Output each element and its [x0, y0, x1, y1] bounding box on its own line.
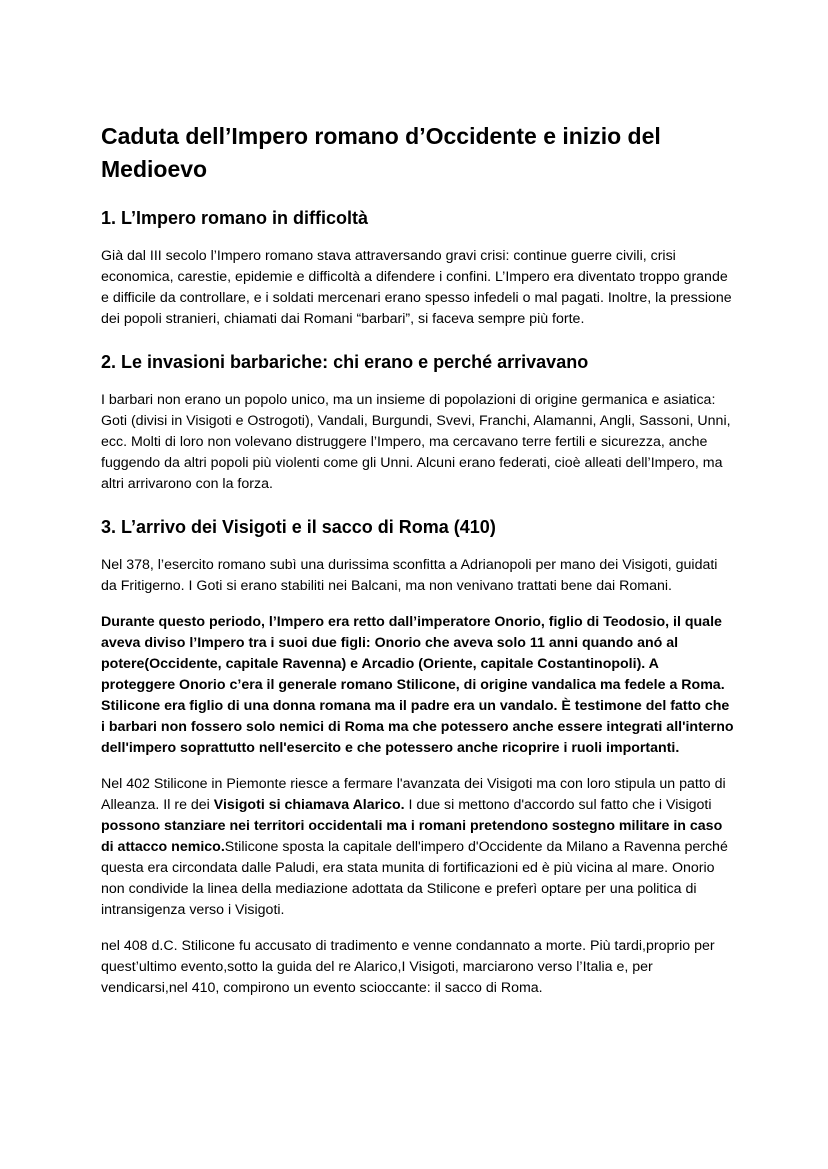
document-title: Caduta dell’Impero romano d’Occidente e inizio del Medioevo: [101, 123, 661, 182]
document-page: [101, 120, 736, 1019]
text-run: Stilicone sposta la capitale dell'impero d'Occidente da Milano a Ravenna perché questa era circondata dalle Paludi, era stata munita di fortificazioni ed è più vicina al mare. Onorio non condivide la linea della mediazione adottata da Stilicone e preferì optare per una politica di intransigenza verso i Visigoti.: [101, 839, 728, 918]
section-1: [101, 206, 736, 330]
bold-run: possono stanziare nei territori occidentali ma i romani pretendono sostegno militare in caso di attacco nemico.: [101, 818, 723, 855]
paragraph: Nel 378, l’esercito romano subì una durissima sconfitta a Adrianopoli per mano dei Visigoti, guidati da Fritigerno. I Goti si erano stabiliti nei Balcani, ma non venivano trattati bene dai Romani.: [101, 557, 718, 594]
section-heading: 1. L’Impero romano in difficoltà: [101, 208, 369, 228]
bold-run: Visigoti si chiamava Alarico.: [213, 797, 405, 813]
section-heading: 3. L’arrivo dei Visigoti e il sacco di Roma (410): [101, 517, 496, 537]
text-run: Nel 402 Stilicone in Piemonte riesce a fermare l'avanzata dei Visigoti ma con loro stipula un patto di Alleanza. Il re dei: [101, 776, 726, 813]
paragraph: Già dal III secolo l’Impero romano stava attraversando gravi crisi: continue guerre civili, crisi economica, carestie, epidemie e difficoltà a difendere i confini. L’Impero era diventato troppo grande e difficile da controllare, e i soldati mercenari erano spesso infedeli o mal pagati. Inoltre, la pressione dei popoli stranieri, chiamati dai Romani “barbari”, si faceva sempre più forte.: [101, 248, 732, 327]
paragraph-mixed: [101, 774, 736, 921]
section-3: [101, 515, 736, 999]
paragraph-bold: Durante questo periodo, l’Impero era retto dall’imperatore Onorio, figlio di Teodosio, il quale aveva diviso l’Impero tra i suoi due figli: Onorio che aveva solo 11 anni quando anó al potere(Occidente, capitale Ravenna) e Arcadio (Oriente, capitale Costantinopoli). A proteggere Onorio c’era il generale romano Stilicone, di origine vandalica ma fedele a Roma. Stilicone era figlio di una donna romana ma il padre era un vandalo. È testimone del fatto che i barbari non fossero solo nemici di Roma ma che potessero anche essere integrati all'interno dell'impero soprattutto nell'esercito e che potessero anche ricoprire i ruoli importanti.: [101, 614, 734, 756]
paragraph: nel 408 d.C. Stilicone fu accusato di tradimento e venne condannato a morte. Più tardi,proprio per quest’ultimo evento,sotto la guida del re Alarico,I Visigoti, marciarono verso l’Italia e, per vendicarsi,nel 410, compirono un evento scioccante: il sacco di Roma.: [101, 938, 715, 996]
text-run: I due si mettono d'accordo sul fatto che i Visigoti: [404, 797, 712, 813]
section-heading: 2. Le invasioni barbariche: chi erano e perché arrivavano: [101, 352, 589, 372]
section-2: [101, 350, 736, 495]
paragraph: I barbari non erano un popolo unico, ma un insieme di popolazioni di origine germanica e asiatica: Goti (divisi in Visigoti e Ostrogoti), Vandali, Burgundi, Svevi, Franchi, Alamanni, Angli, Sassoni, Unni, ecc. Molti di loro non volevano distruggere l’Impero, ma cercavano terre fertili e sicurezza, anche fuggendo da altri popoli più violenti come gli Unni. Alcuni erano federati, cioè alleati dell’Impero, ma altri arrivarono con la forza.: [101, 392, 731, 492]
